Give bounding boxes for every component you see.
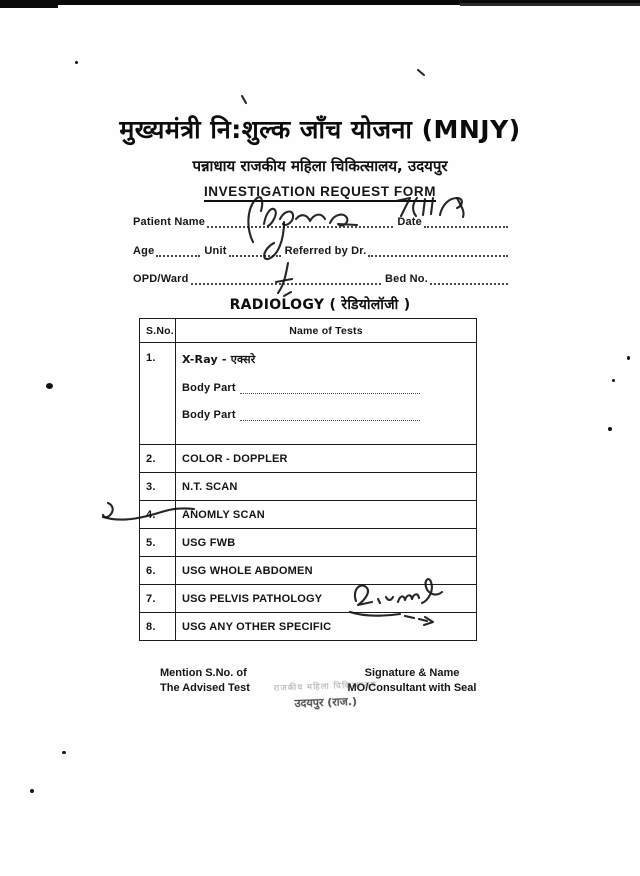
sno-cell: 2. [140, 445, 176, 473]
body-part-dotted-line [240, 410, 420, 421]
opd-ward-bed-row [133, 273, 508, 285]
scan-speck [30, 789, 34, 793]
table-header-row [140, 319, 477, 343]
form-title-wrap [0, 183, 640, 202]
stray-pen-ticks [242, 70, 424, 103]
body-part-label: Body Part [182, 409, 236, 421]
scan-speck [75, 61, 78, 64]
sno-cell: 5. [140, 529, 176, 557]
scan-speck [46, 383, 53, 389]
table-row-nt-scan [140, 473, 477, 501]
scan-edge-artifact-topleft [0, 0, 58, 8]
test-cell [176, 343, 477, 445]
scan-speck [627, 356, 630, 360]
signature-line2: MO/Consultant with Seal [347, 682, 477, 694]
test-cell: ANOMLY SCAN [176, 501, 477, 529]
age-label: Age [133, 245, 155, 257]
unit-label: Unit [204, 245, 227, 257]
sno-cell: 8. [140, 613, 176, 641]
date-dotted-line [424, 216, 508, 228]
test-cell: USG FWB [176, 529, 477, 557]
stamp-city-text: उदयपुर (राज.) [294, 694, 358, 711]
bed-no-dotted-line [430, 273, 508, 285]
hospital-name: पन्नाधाय राजकीय महिला चिकित्सालय, उदयपुर [192, 157, 448, 175]
test-cell: N.T. SCAN [176, 473, 477, 501]
sno-cell: 4. [140, 501, 176, 529]
age-dotted-line [156, 245, 200, 257]
scan-speck [612, 379, 615, 382]
table-row-usg-whole-abdomen [140, 557, 477, 585]
unit-dotted-line [229, 245, 281, 257]
table-row-usg-any-other [140, 613, 477, 641]
test-cell: USG ANY OTHER SPECIFIC [176, 613, 477, 641]
form-title: INVESTIGATION REQUEST FORM [204, 184, 436, 202]
patient-name-row [133, 216, 508, 228]
bed-no-label: Bed No. [385, 273, 428, 285]
radiology-section-heading: RADIOLOGY ( रेडियोलॉजी ) [229, 297, 411, 313]
test-cell: USG WHOLE ABDOMEN [176, 557, 477, 585]
table-row-anomly-scan [140, 501, 477, 529]
col-header-sno: S.No. [140, 319, 176, 343]
age-unit-referred-row [133, 245, 508, 257]
body-part-line [182, 382, 420, 394]
sno-cell: 6. [140, 557, 176, 585]
mention-sno-note [160, 666, 250, 696]
table-row-xray [140, 343, 477, 445]
table-row-usg-pelvis-pathology [140, 585, 477, 613]
sno-cell: 7. [140, 585, 176, 613]
table-row-usg-fwb [140, 529, 477, 557]
radiology-tests-table [139, 318, 477, 641]
body-part-label: Body Part [182, 382, 236, 394]
scan-speck [62, 751, 66, 754]
opd-ward-label: OPD/Ward [133, 273, 189, 285]
body-part-dotted-line [240, 383, 420, 394]
body-part-line [182, 409, 420, 421]
referred-by-label: Referred by Dr. [284, 245, 367, 257]
signature-line1: Signature & Name [364, 667, 460, 679]
test-name: X-Ray - एक्सरे [182, 353, 256, 366]
table-row-color-doppler [140, 445, 477, 473]
mention-sno-line2: The Advised Test [160, 682, 250, 694]
col-header-tests: Name of Tests [176, 319, 477, 343]
scheme-title: मुख्यमंत्री नि:शुल्क जाँच योजना (MNJY) [119, 115, 521, 144]
referred-by-dotted-line [368, 245, 508, 257]
mention-sno-line1: Mention S.No. of [160, 667, 247, 679]
patient-name-label: Patient Name [133, 216, 206, 228]
sno-cell: 3. [140, 473, 176, 501]
date-label: Date [397, 216, 422, 228]
test-cell: USG PELVIS PATHOLOGY [176, 585, 477, 613]
opd-ward-dotted-line [191, 273, 381, 285]
hospital-stamp [238, 678, 414, 713]
stamp-faint-text: राजकीय महिला चिकित्सालय [273, 680, 377, 694]
scan-edge-artifact-topright [460, 3, 640, 6]
sno-cell: 1. [140, 343, 176, 445]
test-cell: COLOR - DOPPLER [176, 445, 477, 473]
scan-speck [608, 427, 612, 431]
patient-name-dotted-line [207, 216, 393, 228]
